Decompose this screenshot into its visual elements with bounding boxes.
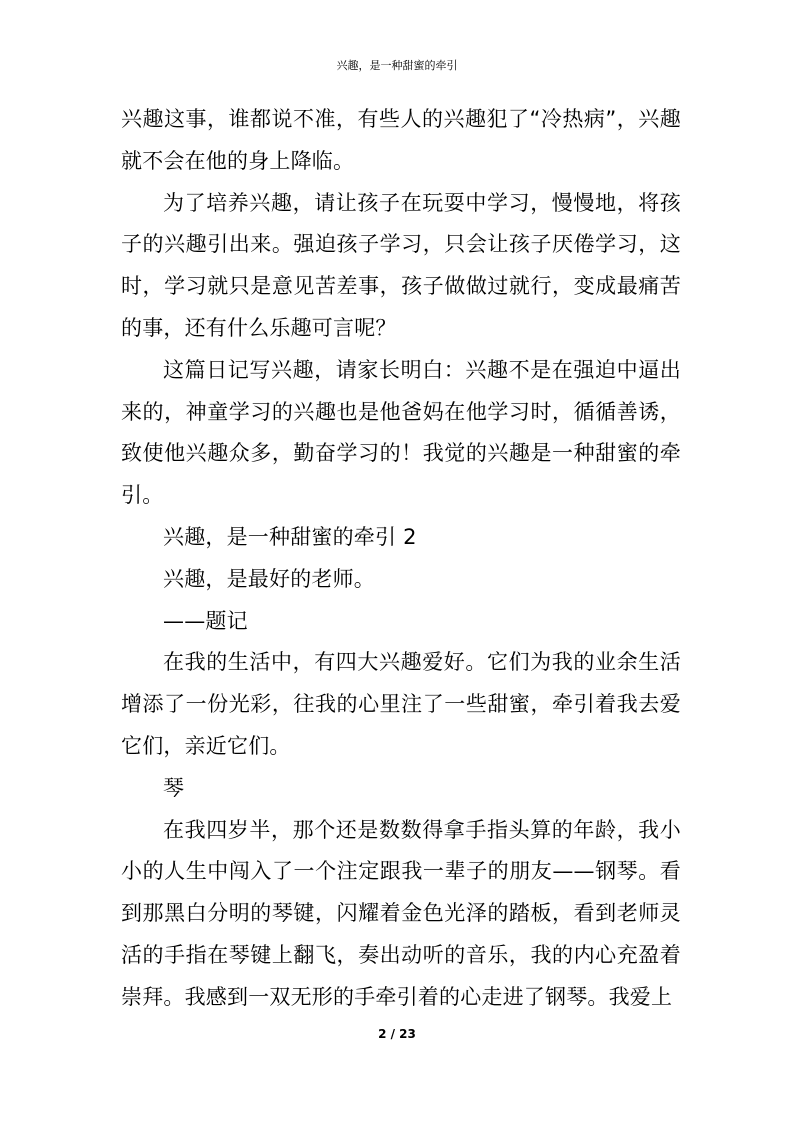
subsection-title: 琴 bbox=[163, 775, 185, 800]
paragraph: 为了培养兴趣，请让孩子在玩耍中学习，慢慢地，将孩子的兴趣引出来。强迫孩子学习，只会让孩子厌倦学习，这时，学习就只是意见苦差事，孩子做做过就行，变成最痛苦的事，还有什么乐趣可言呢？ bbox=[121, 190, 681, 340]
section-title: 兴趣，是一种甜蜜的牵引 2 bbox=[163, 524, 417, 549]
epigraph-attribution: ——题记 bbox=[163, 608, 248, 633]
paragraph: 兴趣这事，谁都说不准，有些人的兴趣犯了“冷热病”，兴趣就不会在他的身上降临。 bbox=[121, 107, 681, 173]
paragraph: 这篇日记写兴趣，请家长明白：兴趣不是在强迫中逼出来的，神童学习的兴趣也是他爸妈在他学习时，循循善诱，致使他兴趣众多，勤奋学习的！我觉的兴趣是一种甜蜜的牵引。 bbox=[121, 357, 681, 508]
document-body bbox=[121, 99, 681, 1019]
running-header: 兴趣，是一种甜蜜的牵引 bbox=[336, 59, 458, 72]
epigraph: 兴趣，是最好的老师。 bbox=[163, 566, 375, 591]
page-number: 2 / 23 bbox=[378, 1027, 416, 1041]
paragraph: 在我的生活中，有四大兴趣爱好。它们为我的业余生活增添了一份光彩，往我的心里注了一些甜蜜，牵引着我去爱它们，亲近它们。 bbox=[121, 650, 681, 758]
paragraph: 在我四岁半，那个还是数数得拿手指头算的年龄，我小小的人生中闯入了一个注定跟我一辈子的朋友——钢琴。看到那黑白分明的琴键，闪耀着金色光泽的踏板，看到老师灵活的手指在琴键上翻飞，奏出动听的音乐，我的内心充盈着崇拜。我感到一双无形的手牵引着的心走进了钢琴。我爱上 bbox=[121, 817, 681, 1009]
